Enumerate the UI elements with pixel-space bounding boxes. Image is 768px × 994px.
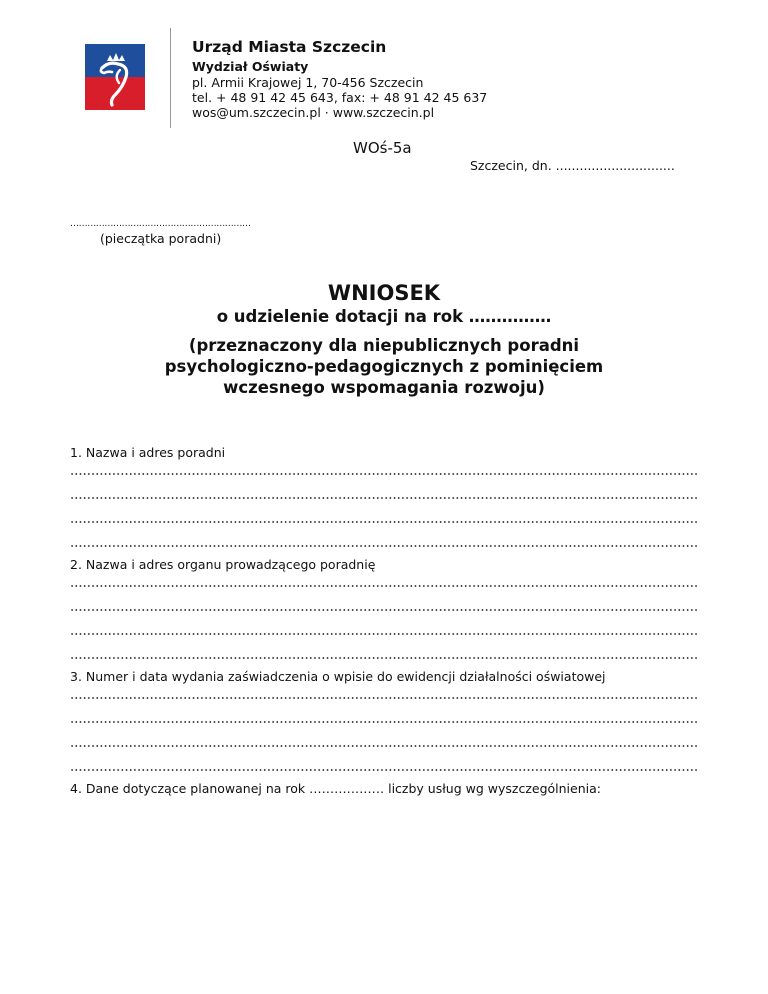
email-website: wos@um.szczecin.pl · www.szczecin.pl	[192, 105, 435, 120]
phone-fax: tel. + 48 91 42 45 643, fax: + 48 91 42 45 637	[192, 90, 488, 105]
form-purpose-note	[0, 335, 768, 398]
section-2-fill-line-2[interactable]	[70, 604, 697, 616]
office-address: pl. Armii Krajowej 1, 70-456 Szczecin	[192, 75, 424, 90]
section-3-fill-line-3[interactable]	[70, 740, 697, 752]
form-title: WNIOSEK	[327, 281, 441, 305]
section-4-label: 4. Dane dotyczące planowanej na rok ……………… liczby usług wg wyszczególnienia:	[70, 781, 601, 796]
note-line: (przeznaczony dla niepublicznych poradni	[188, 336, 580, 355]
section-1-fill-line-1[interactable]	[70, 468, 697, 480]
section-3-fill-line-2[interactable]	[70, 716, 697, 728]
section-3-fill-line-4[interactable]	[70, 764, 697, 776]
city-logo	[85, 44, 145, 110]
form-subtitle: o udzielenie dotacji na rok ……………	[216, 307, 552, 326]
stamp-label: (pieczątka poradni)	[100, 231, 222, 246]
section-1-fill-line-4[interactable]	[70, 540, 697, 552]
stamp-line: ………………………………………………………	[70, 219, 251, 229]
section-2-fill-line-4[interactable]	[70, 652, 697, 664]
section-3-label: 3. Numer i data wydania zaświadczenia o wpisie do ewidencji działalności oświatowej	[70, 669, 606, 684]
place-date-field[interactable]: Szczecin, dn. ..............................	[470, 158, 675, 173]
section-1-label: 1. Nazwa i adres poradni	[70, 445, 226, 460]
note-line: psychologiczno-pedagogicznych z pominięciem	[164, 357, 604, 376]
header-divider	[170, 28, 171, 128]
section-2-fill-line-1[interactable]	[70, 580, 697, 592]
section-3-fill-line-1[interactable]	[70, 692, 697, 704]
section-1-fill-line-2[interactable]	[70, 492, 697, 504]
organization-name: Urząd Miasta Szczecin	[192, 38, 387, 56]
section-1-fill-line-3[interactable]	[70, 516, 697, 528]
note-line: wczesnego wspomagania rozwoju)	[223, 378, 545, 397]
section-2-label: 2. Nazwa i adres organu prowadzącego poradnię	[70, 557, 376, 572]
form-code: WOś-5a	[353, 139, 412, 157]
section-2-fill-line-3[interactable]	[70, 628, 697, 640]
department-name: Wydział Oświaty	[192, 59, 309, 74]
